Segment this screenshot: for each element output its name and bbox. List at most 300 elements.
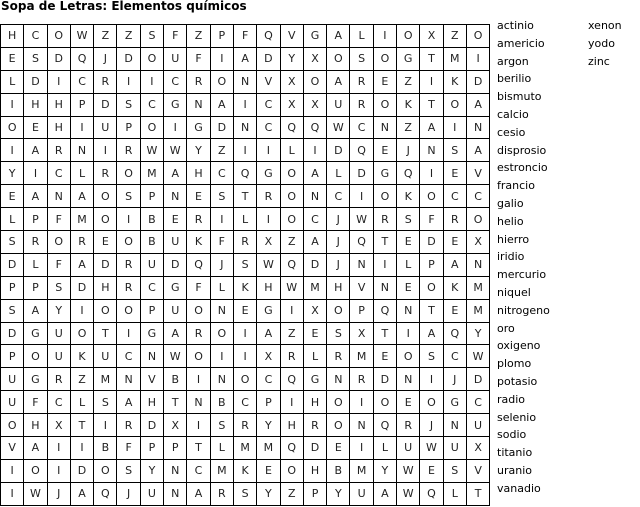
grid-cell[interactable]: N <box>420 139 443 162</box>
grid-cell[interactable]: D <box>164 253 187 276</box>
grid-cell[interactable]: I <box>47 437 70 460</box>
grid-cell[interactable]: I <box>350 185 373 208</box>
grid-cell[interactable]: C <box>350 116 373 139</box>
grid-cell[interactable]: S <box>140 25 163 48</box>
grid-cell[interactable]: C <box>257 93 280 116</box>
grid-cell[interactable]: A <box>210 93 233 116</box>
grid-cell[interactable]: M <box>350 459 373 482</box>
grid-cell[interactable]: A <box>164 322 187 345</box>
grid-cell[interactable]: L <box>210 437 233 460</box>
grid-cell[interactable]: I <box>70 437 93 460</box>
grid-cell[interactable]: Q <box>303 116 326 139</box>
grid-cell[interactable]: E <box>373 345 396 368</box>
grid-cell[interactable]: C <box>233 391 256 414</box>
grid-cell[interactable]: W <box>140 139 163 162</box>
grid-cell[interactable]: L <box>210 276 233 299</box>
grid-cell[interactable]: O <box>327 299 350 322</box>
grid-cell[interactable]: I <box>70 299 93 322</box>
grid-cell[interactable]: H <box>47 93 70 116</box>
grid-cell[interactable]: I <box>420 368 443 391</box>
grid-cell[interactable]: G <box>443 391 466 414</box>
grid-cell[interactable]: K <box>70 345 93 368</box>
grid-cell[interactable]: D <box>303 253 326 276</box>
grid-cell[interactable]: C <box>210 162 233 185</box>
grid-cell[interactable]: R <box>233 414 256 437</box>
grid-cell[interactable]: J <box>210 253 233 276</box>
grid-cell[interactable]: O <box>70 322 93 345</box>
grid-cell[interactable]: R <box>94 162 117 185</box>
grid-cell[interactable]: Q <box>257 25 280 48</box>
grid-cell[interactable]: I <box>47 70 70 93</box>
grid-cell[interactable]: Y <box>257 414 280 437</box>
grid-cell[interactable]: M <box>350 345 373 368</box>
grid-cell[interactable]: I <box>1 459 24 482</box>
grid-cell[interactable]: Q <box>350 139 373 162</box>
grid-cell[interactable]: D <box>257 47 280 70</box>
grid-cell[interactable]: D <box>117 47 140 70</box>
grid-cell[interactable]: O <box>210 322 233 345</box>
grid-cell[interactable]: M <box>70 208 93 231</box>
grid-cell[interactable]: P <box>257 391 280 414</box>
grid-cell[interactable]: W <box>420 437 443 460</box>
grid-cell[interactable]: A <box>327 70 350 93</box>
grid-cell[interactable]: A <box>24 299 47 322</box>
grid-cell[interactable]: J <box>47 482 70 505</box>
grid-cell[interactable]: Y <box>466 322 489 345</box>
grid-cell[interactable]: B <box>94 437 117 460</box>
grid-cell[interactable]: G <box>24 368 47 391</box>
grid-cell[interactable]: X <box>257 231 280 254</box>
grid-cell[interactable]: I <box>303 139 326 162</box>
grid-cell[interactable]: Q <box>233 162 256 185</box>
grid-cell[interactable]: P <box>24 208 47 231</box>
grid-cell[interactable]: F <box>233 25 256 48</box>
grid-cell[interactable]: N <box>466 116 489 139</box>
grid-cell[interactable]: Z <box>94 25 117 48</box>
grid-cell[interactable]: E <box>303 322 326 345</box>
grid-cell[interactable]: I <box>373 253 396 276</box>
grid-cell[interactable]: K <box>443 276 466 299</box>
grid-cell[interactable]: G <box>303 25 326 48</box>
grid-cell[interactable]: L <box>233 208 256 231</box>
grid-cell[interactable]: H <box>257 276 280 299</box>
grid-cell[interactable]: O <box>117 231 140 254</box>
grid-cell[interactable]: I <box>140 70 163 93</box>
grid-cell[interactable]: K <box>233 459 256 482</box>
grid-cell[interactable]: O <box>280 459 303 482</box>
grid-cell[interactable]: W <box>397 459 420 482</box>
grid-cell[interactable]: O <box>327 47 350 70</box>
grid-cell[interactable]: S <box>443 139 466 162</box>
grid-cell[interactable]: I <box>443 116 466 139</box>
grid-cell[interactable]: T <box>420 93 443 116</box>
grid-cell[interactable]: I <box>233 93 256 116</box>
grid-cell[interactable]: S <box>47 276 70 299</box>
grid-cell[interactable]: T <box>466 482 489 505</box>
grid-cell[interactable]: C <box>117 345 140 368</box>
grid-cell[interactable]: U <box>350 482 373 505</box>
grid-cell[interactable]: Q <box>70 47 93 70</box>
grid-cell[interactable]: E <box>24 116 47 139</box>
grid-cell[interactable]: R <box>303 414 326 437</box>
grid-cell[interactable]: G <box>140 322 163 345</box>
grid-cell[interactable]: O <box>373 185 396 208</box>
grid-cell[interactable]: I <box>233 345 256 368</box>
grid-cell[interactable]: N <box>233 116 256 139</box>
grid-cell[interactable]: E <box>397 391 420 414</box>
grid-cell[interactable]: N <box>164 459 187 482</box>
grid-cell[interactable]: J <box>420 414 443 437</box>
grid-cell[interactable]: S <box>117 459 140 482</box>
grid-cell[interactable]: B <box>140 208 163 231</box>
grid-cell[interactable]: D <box>466 368 489 391</box>
grid-cell[interactable]: C <box>257 368 280 391</box>
grid-cell[interactable]: E <box>397 231 420 254</box>
grid-cell[interactable]: X <box>47 414 70 437</box>
grid-cell[interactable]: D <box>70 276 93 299</box>
grid-cell[interactable]: N <box>233 70 256 93</box>
grid-cell[interactable]: L <box>373 437 396 460</box>
grid-cell[interactable]: D <box>1 322 24 345</box>
grid-cell[interactable]: A <box>117 391 140 414</box>
grid-cell[interactable]: A <box>164 162 187 185</box>
grid-cell[interactable]: N <box>140 345 163 368</box>
grid-cell[interactable]: H <box>24 414 47 437</box>
grid-cell[interactable]: D <box>70 459 93 482</box>
grid-cell[interactable]: O <box>47 25 70 48</box>
grid-cell[interactable]: X <box>280 70 303 93</box>
grid-cell[interactable]: Z <box>397 70 420 93</box>
grid-cell[interactable]: O <box>94 299 117 322</box>
grid-cell[interactable]: O <box>280 208 303 231</box>
grid-cell[interactable]: R <box>47 139 70 162</box>
grid-cell[interactable]: E <box>373 139 396 162</box>
grid-cell[interactable]: I <box>350 437 373 460</box>
grid-cell[interactable]: P <box>1 276 24 299</box>
grid-cell[interactable]: I <box>233 139 256 162</box>
grid-cell[interactable]: S <box>24 47 47 70</box>
grid-cell[interactable]: S <box>350 47 373 70</box>
grid-cell[interactable]: A <box>443 253 466 276</box>
grid-cell[interactable]: O <box>373 93 396 116</box>
grid-cell[interactable]: L <box>397 253 420 276</box>
grid-cell[interactable]: N <box>164 482 187 505</box>
grid-cell[interactable]: M <box>443 47 466 70</box>
grid-cell[interactable]: I <box>187 414 210 437</box>
grid-cell[interactable]: N <box>187 391 210 414</box>
grid-cell[interactable]: R <box>47 368 70 391</box>
grid-cell[interactable]: I <box>117 208 140 231</box>
grid-cell[interactable]: L <box>1 70 24 93</box>
grid-cell[interactable]: O <box>1 116 24 139</box>
grid-cell[interactable]: I <box>1 93 24 116</box>
grid-cell[interactable]: S <box>117 93 140 116</box>
grid-cell[interactable]: I <box>257 208 280 231</box>
grid-cell[interactable]: E <box>257 459 280 482</box>
grid-cell[interactable]: D <box>303 437 326 460</box>
grid-cell[interactable]: P <box>140 299 163 322</box>
grid-cell[interactable]: A <box>303 162 326 185</box>
grid-cell[interactable]: D <box>350 162 373 185</box>
grid-cell[interactable]: H <box>327 276 350 299</box>
grid-cell[interactable]: X <box>303 93 326 116</box>
grid-cell[interactable]: R <box>327 345 350 368</box>
grid-cell[interactable]: C <box>187 459 210 482</box>
grid-cell[interactable]: N <box>117 368 140 391</box>
grid-cell[interactable]: H <box>187 162 210 185</box>
grid-cell[interactable]: F <box>420 208 443 231</box>
grid-cell[interactable]: X <box>164 414 187 437</box>
grid-cell[interactable]: E <box>164 208 187 231</box>
grid-cell[interactable]: G <box>397 47 420 70</box>
grid-cell[interactable]: K <box>443 70 466 93</box>
grid-cell[interactable]: U <box>94 116 117 139</box>
grid-cell[interactable]: F <box>24 391 47 414</box>
grid-cell[interactable]: S <box>420 345 443 368</box>
grid-cell[interactable]: R <box>117 276 140 299</box>
grid-cell[interactable]: B <box>140 231 163 254</box>
grid-cell[interactable]: P <box>1 345 24 368</box>
grid-cell[interactable]: W <box>466 345 489 368</box>
grid-cell[interactable]: Y <box>47 299 70 322</box>
grid-cell[interactable]: A <box>420 322 443 345</box>
grid-cell[interactable]: R <box>117 253 140 276</box>
grid-cell[interactable]: I <box>210 208 233 231</box>
grid-cell[interactable]: A <box>233 47 256 70</box>
grid-cell[interactable]: U <box>164 231 187 254</box>
grid-cell[interactable]: G <box>164 276 187 299</box>
grid-cell[interactable]: R <box>187 70 210 93</box>
grid-cell[interactable]: A <box>303 231 326 254</box>
grid-cell[interactable]: O <box>373 47 396 70</box>
grid-cell[interactable]: H <box>140 391 163 414</box>
grid-cell[interactable]: H <box>47 116 70 139</box>
grid-cell[interactable]: P <box>350 299 373 322</box>
grid-cell[interactable]: D <box>420 231 443 254</box>
grid-cell[interactable]: O <box>24 459 47 482</box>
grid-cell[interactable]: A <box>466 93 489 116</box>
grid-cell[interactable]: O <box>140 116 163 139</box>
grid-cell[interactable]: N <box>397 299 420 322</box>
grid-cell[interactable]: P <box>210 25 233 48</box>
grid-cell[interactable]: U <box>397 437 420 460</box>
grid-cell[interactable]: E <box>94 231 117 254</box>
grid-cell[interactable]: P <box>117 116 140 139</box>
grid-cell[interactable]: N <box>70 139 93 162</box>
grid-cell[interactable]: Y <box>187 139 210 162</box>
grid-cell[interactable]: I <box>24 162 47 185</box>
grid-cell[interactable]: Q <box>280 253 303 276</box>
grid-cell[interactable]: U <box>443 437 466 460</box>
grid-cell[interactable]: E <box>233 299 256 322</box>
grid-cell[interactable]: N <box>210 299 233 322</box>
grid-cell[interactable]: J <box>117 482 140 505</box>
grid-cell[interactable]: Y <box>1 162 24 185</box>
grid-cell[interactable]: W <box>164 345 187 368</box>
grid-cell[interactable]: L <box>280 139 303 162</box>
grid-cell[interactable]: L <box>327 162 350 185</box>
grid-cell[interactable]: X <box>303 47 326 70</box>
grid-cell[interactable]: X <box>257 345 280 368</box>
grid-cell[interactable]: F <box>117 437 140 460</box>
grid-cell[interactable]: T <box>420 299 443 322</box>
grid-cell[interactable]: O <box>24 345 47 368</box>
grid-cell[interactable]: S <box>1 231 24 254</box>
grid-cell[interactable]: X <box>280 93 303 116</box>
grid-cell[interactable]: L <box>70 391 93 414</box>
grid-cell[interactable]: N <box>164 185 187 208</box>
grid-cell[interactable]: I <box>164 116 187 139</box>
grid-cell[interactable]: W <box>164 139 187 162</box>
grid-cell[interactable]: U <box>327 93 350 116</box>
grid-cell[interactable]: O <box>140 47 163 70</box>
grid-cell[interactable]: X <box>466 437 489 460</box>
grid-cell[interactable]: J <box>397 139 420 162</box>
grid-cell[interactable]: C <box>443 185 466 208</box>
grid-cell[interactable]: C <box>466 185 489 208</box>
grid-cell[interactable]: P <box>24 276 47 299</box>
grid-cell[interactable]: L <box>1 208 24 231</box>
grid-cell[interactable]: N <box>210 368 233 391</box>
grid-cell[interactable]: T <box>94 322 117 345</box>
grid-cell[interactable]: O <box>187 345 210 368</box>
grid-cell[interactable]: F <box>187 47 210 70</box>
grid-cell[interactable]: N <box>327 368 350 391</box>
grid-cell[interactable]: T <box>187 437 210 460</box>
grid-cell[interactable]: O <box>280 162 303 185</box>
grid-cell[interactable]: O <box>327 414 350 437</box>
grid-cell[interactable]: U <box>140 253 163 276</box>
grid-cell[interactable]: R <box>397 414 420 437</box>
grid-cell[interactable]: A <box>70 482 93 505</box>
grid-cell[interactable]: N <box>187 93 210 116</box>
grid-cell[interactable]: R <box>70 231 93 254</box>
grid-cell[interactable]: Q <box>373 299 396 322</box>
grid-cell[interactable]: R <box>350 93 373 116</box>
grid-cell[interactable]: G <box>373 162 396 185</box>
grid-cell[interactable]: O <box>303 70 326 93</box>
grid-cell[interactable]: I <box>117 322 140 345</box>
grid-cell[interactable]: X <box>466 231 489 254</box>
grid-cell[interactable]: K <box>187 231 210 254</box>
grid-cell[interactable]: A <box>257 322 280 345</box>
grid-cell[interactable]: P <box>140 437 163 460</box>
grid-cell[interactable]: P <box>140 185 163 208</box>
grid-cell[interactable]: I <box>210 47 233 70</box>
grid-cell[interactable]: Z <box>397 116 420 139</box>
grid-cell[interactable]: A <box>327 25 350 48</box>
grid-cell[interactable]: W <box>70 25 93 48</box>
grid-cell[interactable]: A <box>420 116 443 139</box>
grid-cell[interactable]: R <box>257 185 280 208</box>
grid-cell[interactable]: F <box>210 231 233 254</box>
grid-cell[interactable]: P <box>420 253 443 276</box>
grid-cell[interactable]: W <box>280 276 303 299</box>
grid-cell[interactable]: D <box>210 116 233 139</box>
grid-cell[interactable]: O <box>117 162 140 185</box>
grid-cell[interactable]: D <box>94 253 117 276</box>
grid-cell[interactable]: T <box>420 47 443 70</box>
grid-cell[interactable]: J <box>443 368 466 391</box>
grid-cell[interactable]: D <box>466 70 489 93</box>
grid-cell[interactable]: G <box>164 93 187 116</box>
grid-cell[interactable]: I <box>397 322 420 345</box>
grid-cell[interactable]: O <box>94 185 117 208</box>
grid-cell[interactable]: W <box>350 208 373 231</box>
grid-cell[interactable]: H <box>303 459 326 482</box>
grid-cell[interactable]: Q <box>94 482 117 505</box>
grid-cell[interactable]: H <box>303 391 326 414</box>
grid-cell[interactable]: I <box>257 139 280 162</box>
grid-cell[interactable]: N <box>350 414 373 437</box>
grid-cell[interactable]: Z <box>280 231 303 254</box>
grid-cell[interactable]: V <box>140 368 163 391</box>
grid-cell[interactable]: L <box>70 162 93 185</box>
grid-cell[interactable]: R <box>117 139 140 162</box>
grid-cell[interactable]: R <box>350 368 373 391</box>
grid-cell[interactable]: Q <box>373 414 396 437</box>
grid-cell[interactable]: M <box>466 276 489 299</box>
grid-cell[interactable]: R <box>117 414 140 437</box>
grid-cell[interactable]: O <box>397 345 420 368</box>
grid-cell[interactable]: X <box>350 322 373 345</box>
grid-cell[interactable]: G <box>257 162 280 185</box>
grid-cell[interactable]: E <box>420 459 443 482</box>
grid-cell[interactable]: U <box>94 345 117 368</box>
grid-cell[interactable]: W <box>397 482 420 505</box>
grid-cell[interactable]: M <box>257 437 280 460</box>
grid-cell[interactable]: H <box>94 276 117 299</box>
grid-cell[interactable]: S <box>327 322 350 345</box>
grid-cell[interactable]: Q <box>420 482 443 505</box>
grid-cell[interactable]: Z <box>280 322 303 345</box>
grid-cell[interactable]: W <box>257 253 280 276</box>
grid-cell[interactable]: E <box>397 276 420 299</box>
grid-cell[interactable]: S <box>210 414 233 437</box>
grid-cell[interactable]: F <box>47 208 70 231</box>
grid-cell[interactable]: H <box>24 93 47 116</box>
grid-cell[interactable]: A <box>24 437 47 460</box>
grid-cell[interactable]: O <box>94 459 117 482</box>
grid-cell[interactable]: I <box>210 345 233 368</box>
grid-cell[interactable]: E <box>327 437 350 460</box>
grid-cell[interactable]: S <box>1 299 24 322</box>
grid-cell[interactable]: V <box>280 25 303 48</box>
grid-cell[interactable]: I <box>420 70 443 93</box>
grid-cell[interactable]: O <box>466 208 489 231</box>
grid-cell[interactable]: N <box>373 116 396 139</box>
grid-cell[interactable]: T <box>164 391 187 414</box>
grid-cell[interactable]: R <box>94 70 117 93</box>
grid-cell[interactable]: R <box>280 345 303 368</box>
grid-cell[interactable]: Q <box>443 322 466 345</box>
grid-cell[interactable]: U <box>1 368 24 391</box>
grid-cell[interactable]: C <box>47 391 70 414</box>
grid-cell[interactable]: O <box>187 299 210 322</box>
grid-cell[interactable]: W <box>327 116 350 139</box>
grid-cell[interactable]: N <box>303 185 326 208</box>
grid-cell[interactable]: A <box>187 482 210 505</box>
grid-cell[interactable]: Q <box>280 437 303 460</box>
grid-cell[interactable]: Z <box>280 482 303 505</box>
grid-cell[interactable]: Z <box>210 139 233 162</box>
grid-cell[interactable]: Y <box>373 459 396 482</box>
grid-cell[interactable]: I <box>373 25 396 48</box>
grid-cell[interactable]: Y <box>257 482 280 505</box>
grid-cell[interactable]: I <box>94 139 117 162</box>
grid-cell[interactable]: D <box>140 414 163 437</box>
grid-cell[interactable]: M <box>140 162 163 185</box>
